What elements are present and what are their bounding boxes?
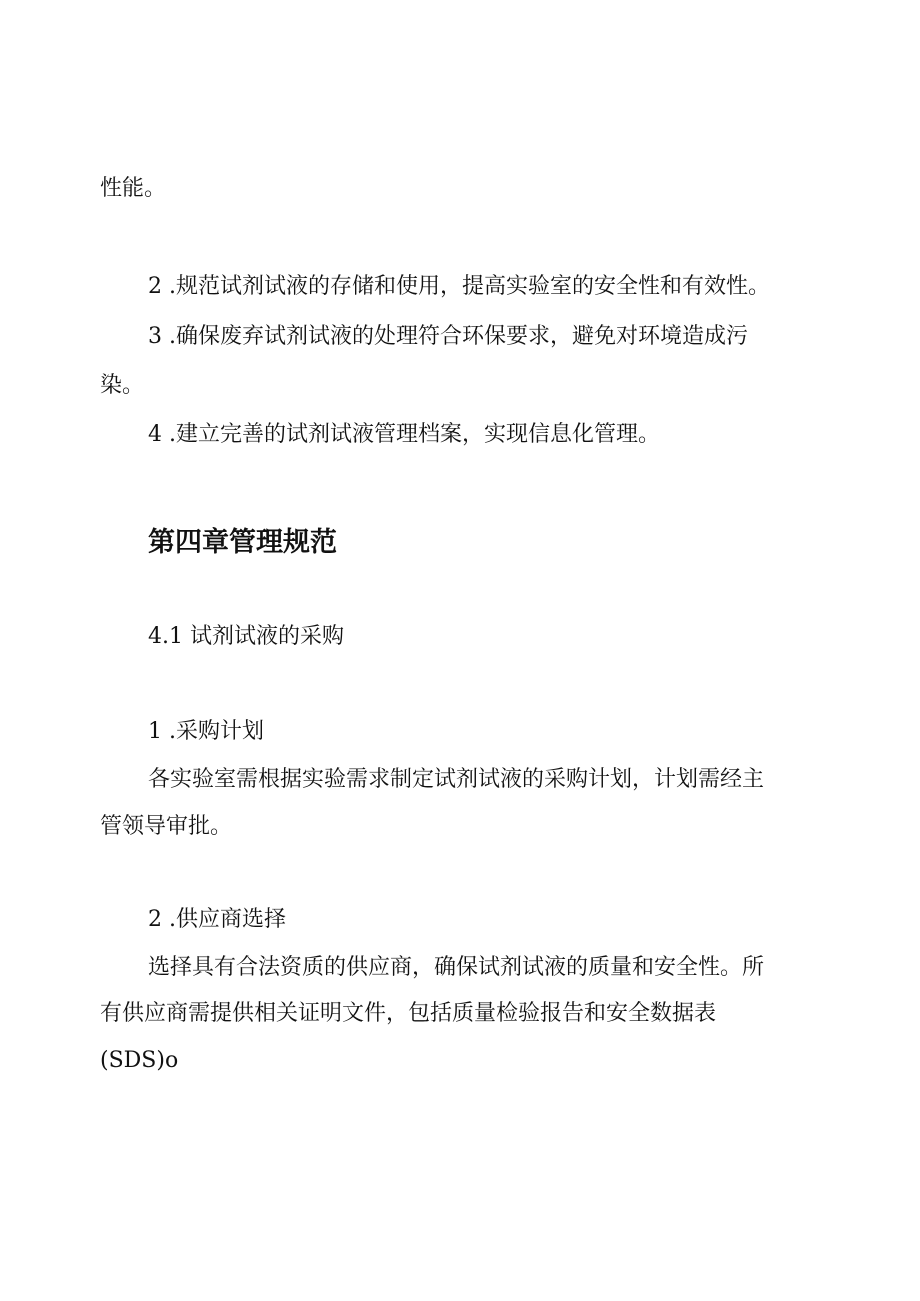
item2-body-line-1: 选择具有合法资质的供应商，确保试剂试液的质量和安全性。所 [148, 955, 765, 980]
item2-body-line-2: 有供应商需提供相关证明文件，包括质量检验报告和安全数据表 [100, 1001, 717, 1026]
goal-item-3: 3 .确保废弃试剂试液的处理符合环保要求，避免对环境造成污 [148, 324, 748, 349]
goal-item-2: 2 .规范试剂试液的存储和使用，提高实验室的安全性和有效性。 [148, 274, 770, 299]
item2-title: 2 .供应商选择 [148, 907, 286, 932]
chapter-title: 第四章管理规范 [148, 527, 337, 558]
item1-body-line-2: 管领导审批。 [100, 814, 233, 839]
item2-body-line-3: (SDS)o [100, 1048, 179, 1073]
section-title: 4.1 试剂试液的采购 [148, 624, 344, 649]
item1-title: 1 .采购计划 [148, 719, 264, 744]
item1-body-line-1: 各实验室需根据实验需求制定试剂试液的采购计划，计划需经主 [148, 767, 765, 792]
goal-item-4: 4 .建立完善的试剂试液管理档案，实现信息化管理。 [148, 422, 660, 447]
goal-item-3-continued: 染。 [100, 373, 145, 398]
continuation-text: 性能。 [100, 176, 167, 201]
